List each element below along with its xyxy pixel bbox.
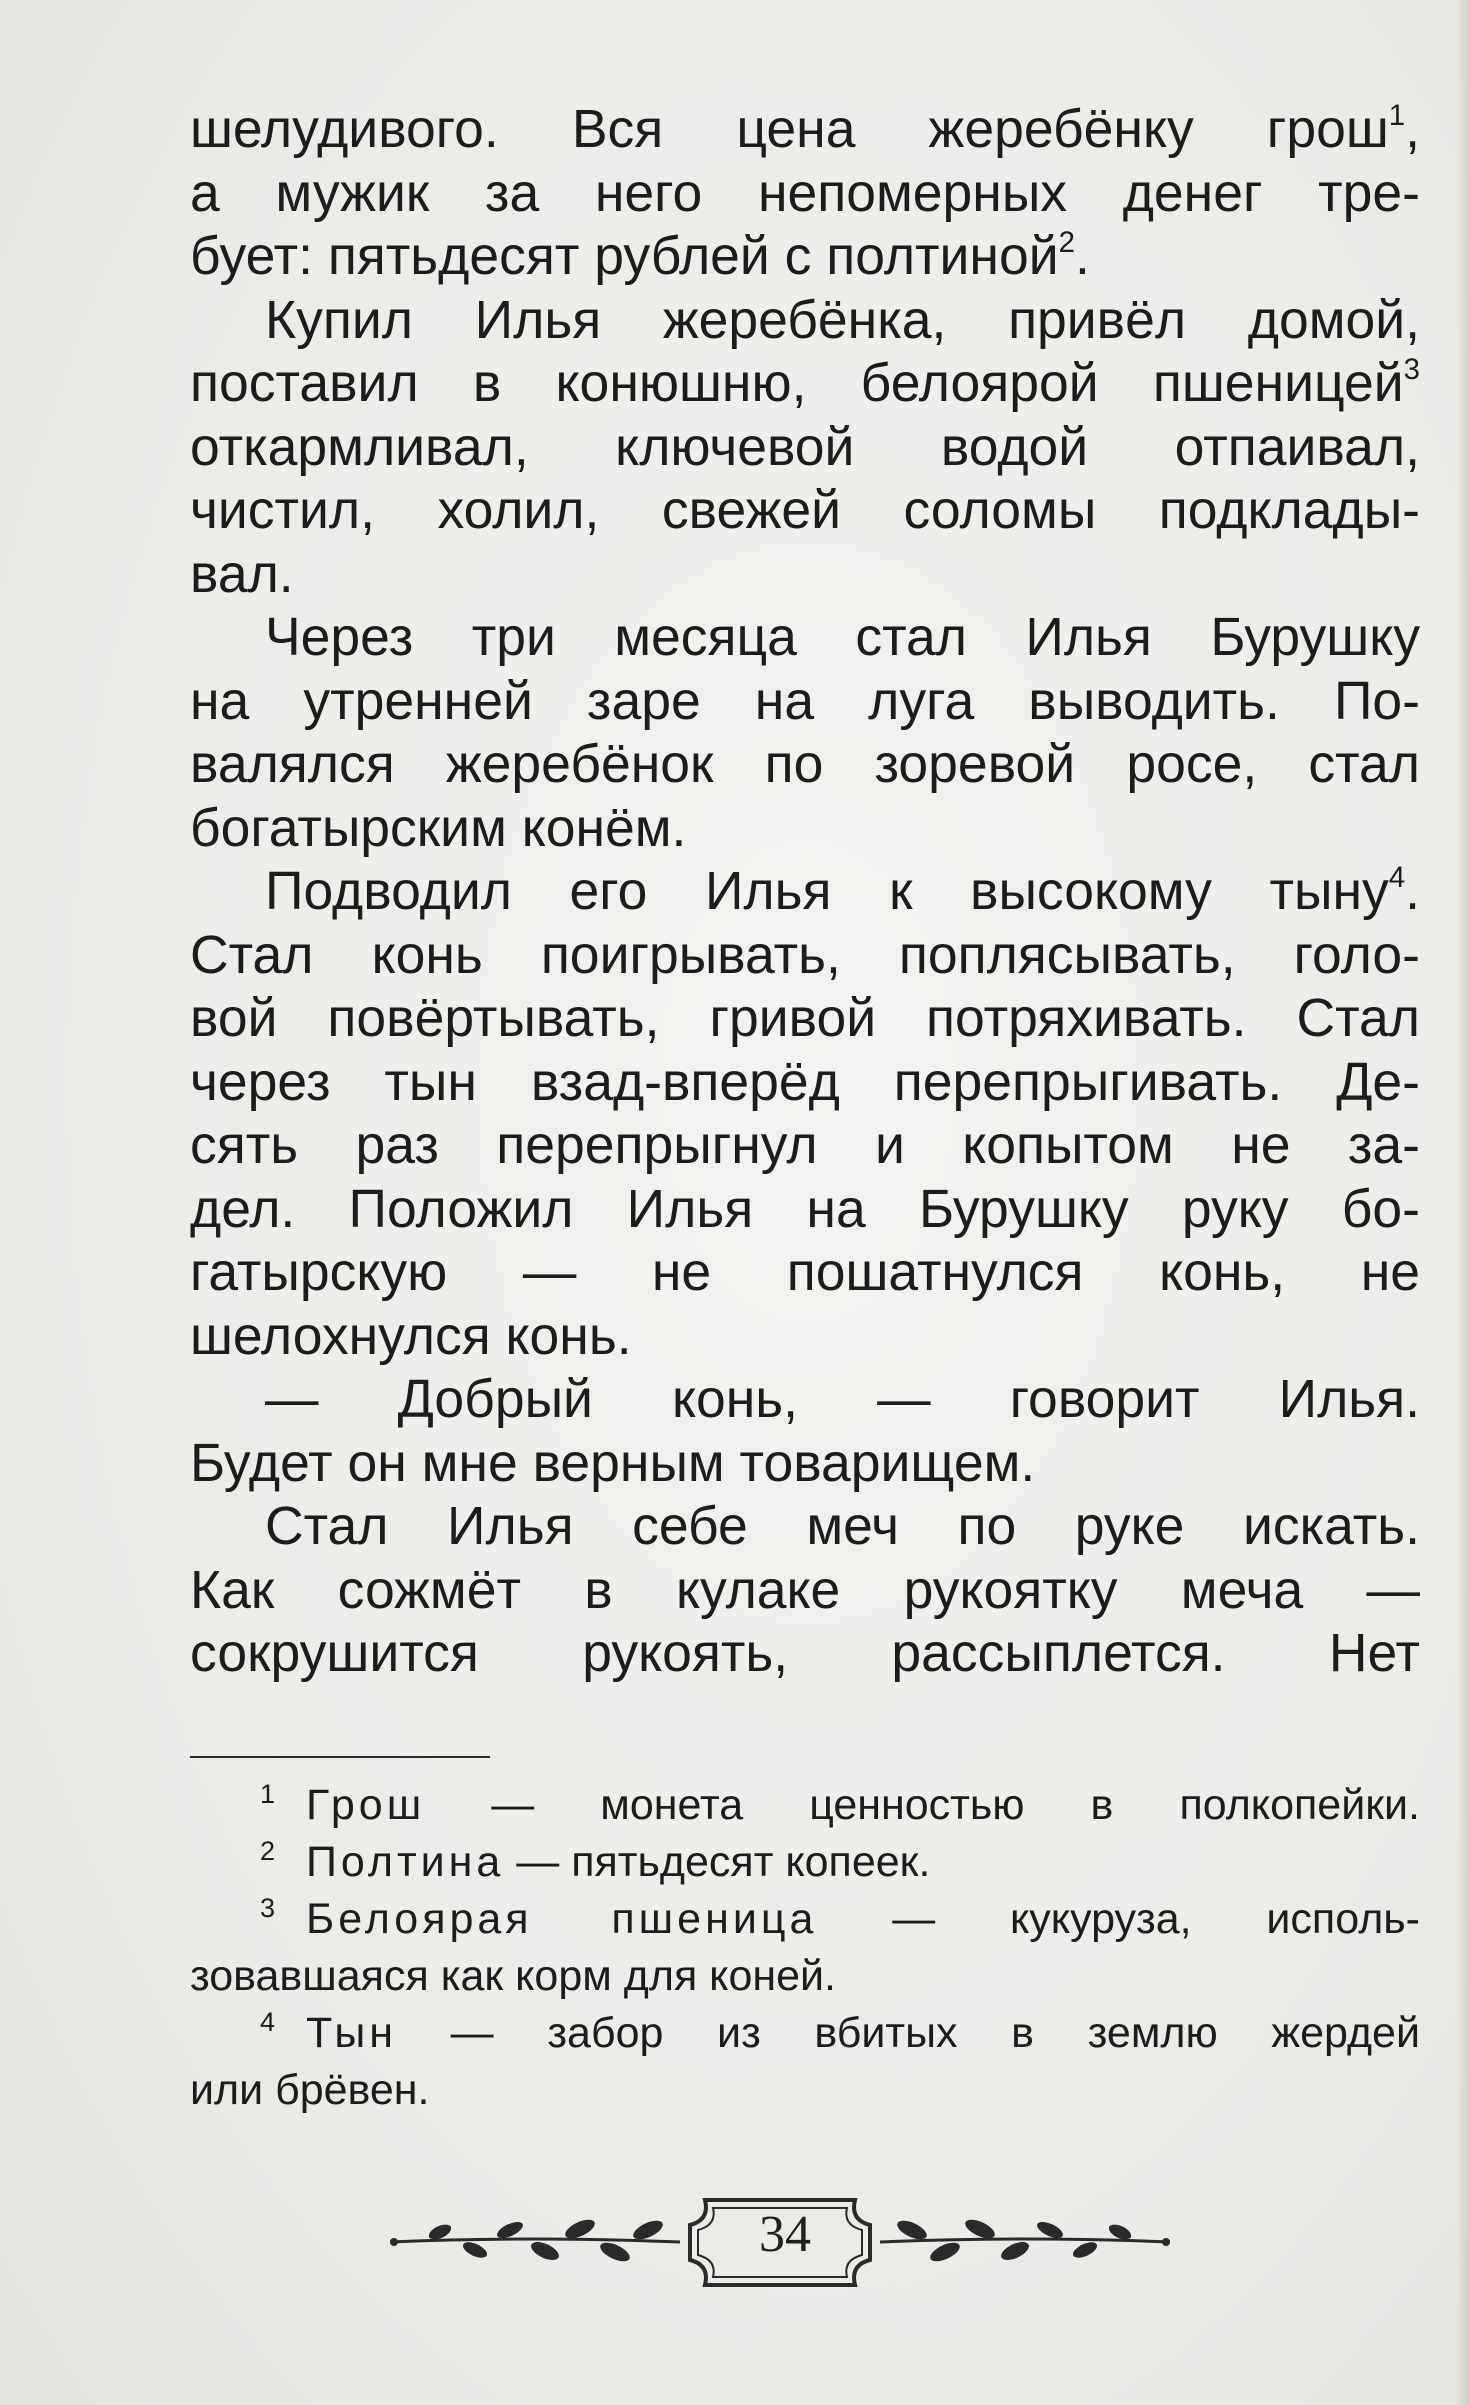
footnote: 4 Тын — забор из вбитых в землю жердей [260, 2006, 1420, 2057]
footnote-divider [190, 1756, 490, 1758]
text-line: Купил Илья жеребёнка, привёл домой, [265, 290, 1420, 350]
text-line: — Добрый конь, — говорит Илья. [265, 1370, 1420, 1429]
footnote: 2 Полтина — пятьдесят копеек. [260, 1835, 931, 1886]
footnotes [190, 1777, 1420, 2119]
text-line: дел. Положил Илья на Бурушку руку бо- [190, 1179, 1420, 1239]
text-line: богатырским конём. [190, 798, 687, 858]
text-line: на утренней заре на луга выводить. По- [190, 671, 1420, 731]
footnote-continuation: зовавшаяся как корм для коней. [190, 1952, 837, 2000]
text-line: поставил в конюшню, белоярой пшеницей$^3$ [190, 352, 1420, 413]
text-line: сять раз перепрыгнул и копытом не за- [190, 1116, 1420, 1175]
text-line: вал. [190, 544, 294, 604]
text-line: а мужик за него непомерных денег тре- [190, 163, 1420, 223]
text-line: Через три месяца стал Илья Бурушку [265, 608, 1420, 667]
text-line: гатырскую — не пошатнулся конь, не [190, 1243, 1420, 1302]
text-line: сокрушится рукоять, рассыплется. Нет [190, 1624, 1420, 1683]
text-line: Стал конь поигрывать, поплясывать, голо- [190, 925, 1420, 985]
text-line: вой повёртывать, гривой потряхивать. Стал [190, 989, 1420, 1048]
text-line: чистил, холил, свежей соломы подклады- [190, 481, 1420, 540]
text-line: Будет он мне верным товарищем. [190, 1433, 1036, 1493]
page-number: 34 [759, 2206, 811, 2263]
footnote-continuation: или брёвен. [190, 2066, 430, 2114]
text-line: бует: пятьдесят рублей с полтиной$^2$. [190, 225, 1090, 286]
text-line: Подводил его Илья к высокому тыну$^4$. [265, 860, 1420, 921]
text-line: валялся жеребёнок по зоревой росе, стал [190, 735, 1420, 794]
footnote: 3 Белоярая пшеница — кукуруза, исполь- [260, 1892, 1421, 1943]
text-line: Как сожмёт в кулаке рукоятку меча — [190, 1560, 1420, 1620]
footnote: 1 Грош — монета ценностью в полкопейки. [260, 1778, 1420, 1829]
main-text [190, 98, 1420, 1686]
text-line: откармливал, ключевой водой отпаивал, [190, 417, 1420, 477]
text-line: шелохнулся конь. [190, 1306, 632, 1366]
text-line: Стал Илья себе меч по руке искать. [265, 1497, 1420, 1556]
text-line: шелудивого. Вся цена жеребёнку грош$^1$, [190, 98, 1420, 159]
text-line: через тын взад-вперёд перепрыгивать. Де- [190, 1052, 1420, 1112]
